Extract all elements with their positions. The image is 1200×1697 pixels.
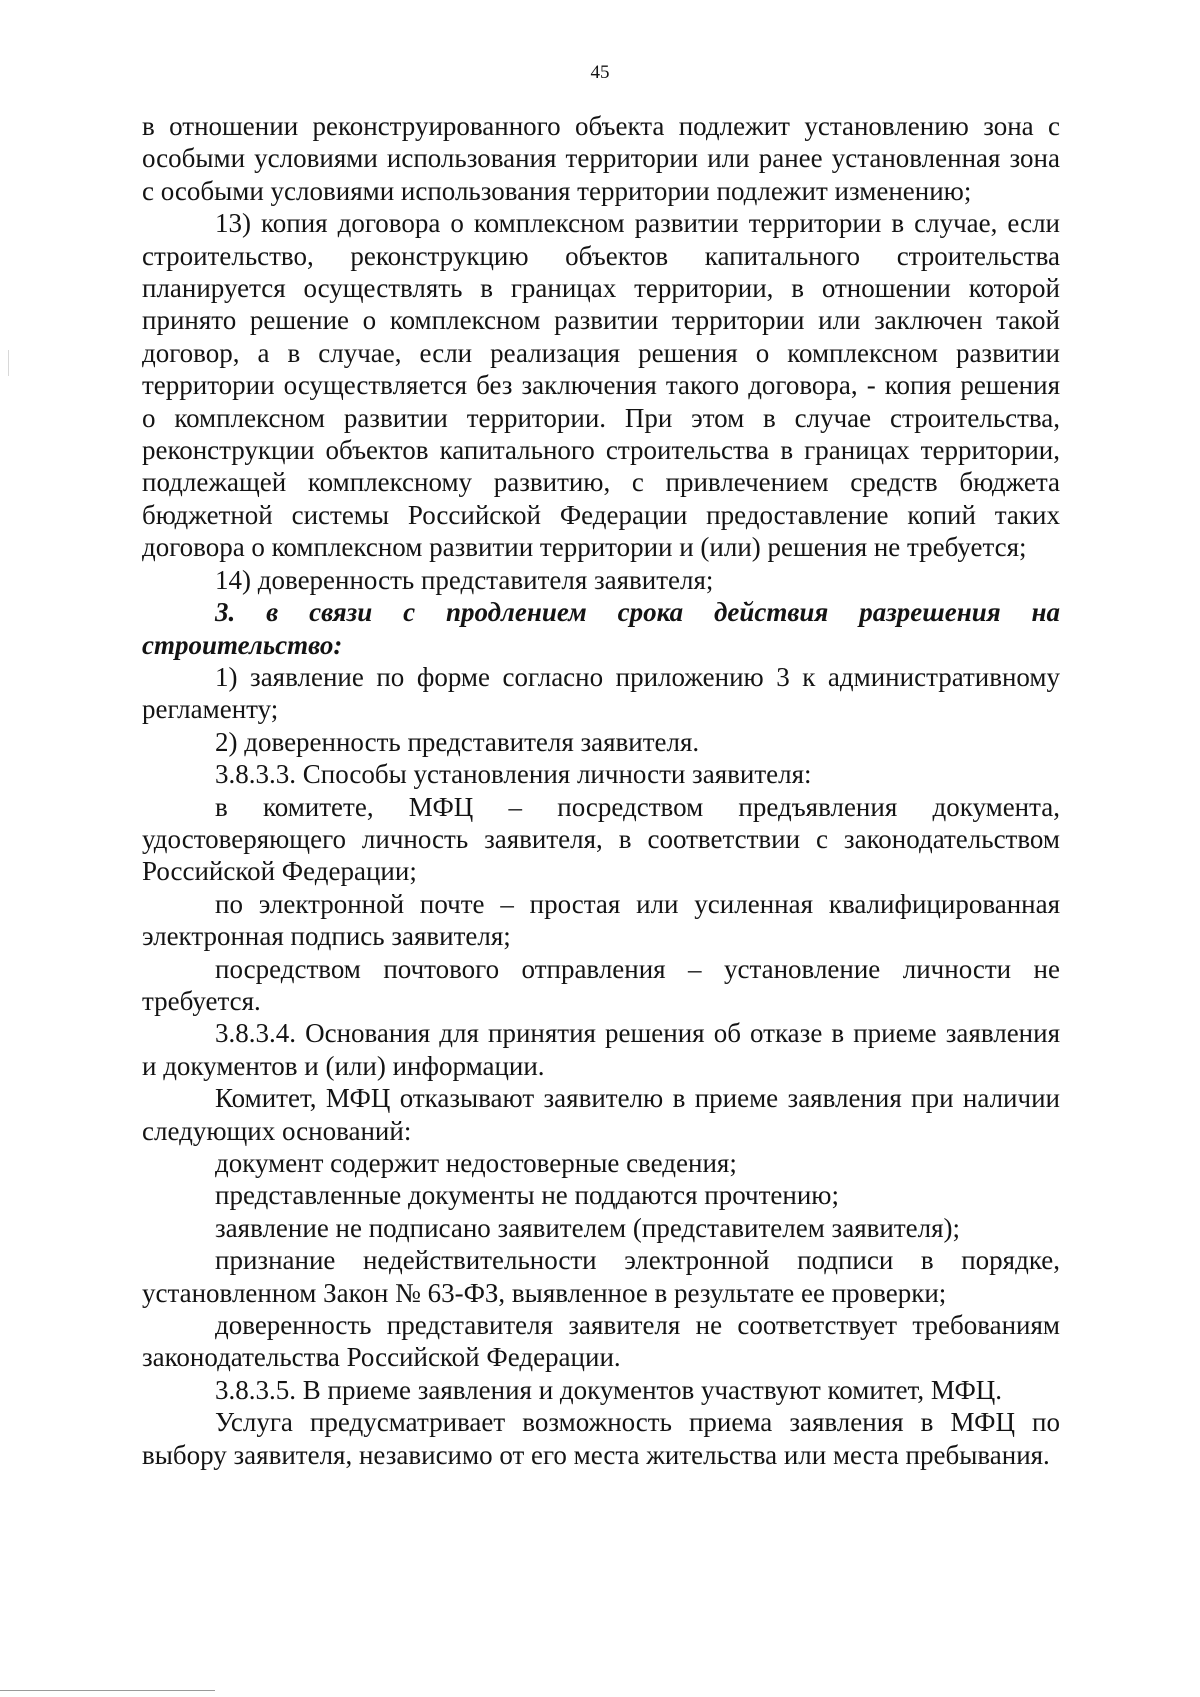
paragraph: 13) копия договора о комплексном развитии территории в случае, если строительство, реконструкцию объектов капитального строительства планируется осуществлять в границах территории, в отношении которой принято решение о комплексном развитии территории или заключен такой договор, а в случае, если реализация решения о комплексном развитии территории осуществляется без заключения такого договора, - копия решения о комплексном развитии территории. При этом в случае строительства, реконструкции объектов капитального строительства в границах территории, подлежащей комплексному развитию, с привлечением средств бюджета бюджетной системы Российской Федерации предоставление копий таких договора о комплексном развитии территории и (или) решения не требуется;: [142, 208, 1060, 563]
scan-artifact-mark: [8, 350, 9, 376]
paragraph: доверенность представителя заявителя не соответствует требованиям законодательства Российской Федерации.: [142, 1310, 1060, 1373]
scan-artifact-line: [0, 1690, 215, 1691]
paragraph: посредством почтового отправления – установление личности не требуется.: [142, 953, 1060, 1016]
document-body: [142, 110, 1060, 1471]
paragraph: заявление не подписано заявителем (представителем заявителя);: [215, 1212, 960, 1243]
paragraph: документ содержит недостоверные сведения;: [215, 1148, 737, 1178]
paragraph: 3.8.3.3. Способы установления личности заявителя:: [215, 759, 812, 790]
paragraph: 2) доверенность представителя заявителя.: [215, 726, 700, 757]
paragraph: по электронной почте – простая или усиленная квалифицированная электронная подпись заявителя;: [142, 888, 1060, 952]
paragraph: 14) доверенность представителя заявителя;: [215, 564, 714, 595]
page-number: 45: [590, 62, 610, 83]
paragraph: признание недействительности электронной подписи в порядке, установленном Закон № 63-ФЗ, выявленное в результате ее проверки;: [142, 1245, 1060, 1308]
paragraph: 3.8.3.5. В приеме заявления и документов участвуют комитет, МФЦ.: [215, 1374, 1003, 1405]
paragraph: 3.8.3.4. Основания для принятия решения об отказе в приеме заявления и документов и (или) информации.: [142, 1018, 1060, 1081]
paragraph: в комитете, МФЦ – посредством предъявления документа, удостоверяющего личность заявителя, в соответствии с законодательством Российской Федерации;: [142, 791, 1060, 887]
paragraph: представленные документы не поддаются прочтению;: [215, 1180, 839, 1211]
section-heading: 3. в связи с продлением срока действия разрешения на строительство:: [142, 597, 1060, 660]
paragraph: Услуга предусматривает возможность приема заявления в МФЦ по выбору заявителя, независимо от его места жительства или места пребывания.: [142, 1407, 1060, 1470]
paragraph: в отношении реконструированного объекта подлежит установлению зона с особыми условиями использования территории или ранее установленная зона с особыми условиями использования территории подлежит изменению;: [142, 111, 1060, 206]
paragraph: 1) заявление по форме согласно приложению 3 к административному регламенту;: [142, 661, 1060, 725]
paragraph: Комитет, МФЦ отказывают заявителю в приеме заявления при наличии следующих оснований:: [142, 1083, 1060, 1146]
